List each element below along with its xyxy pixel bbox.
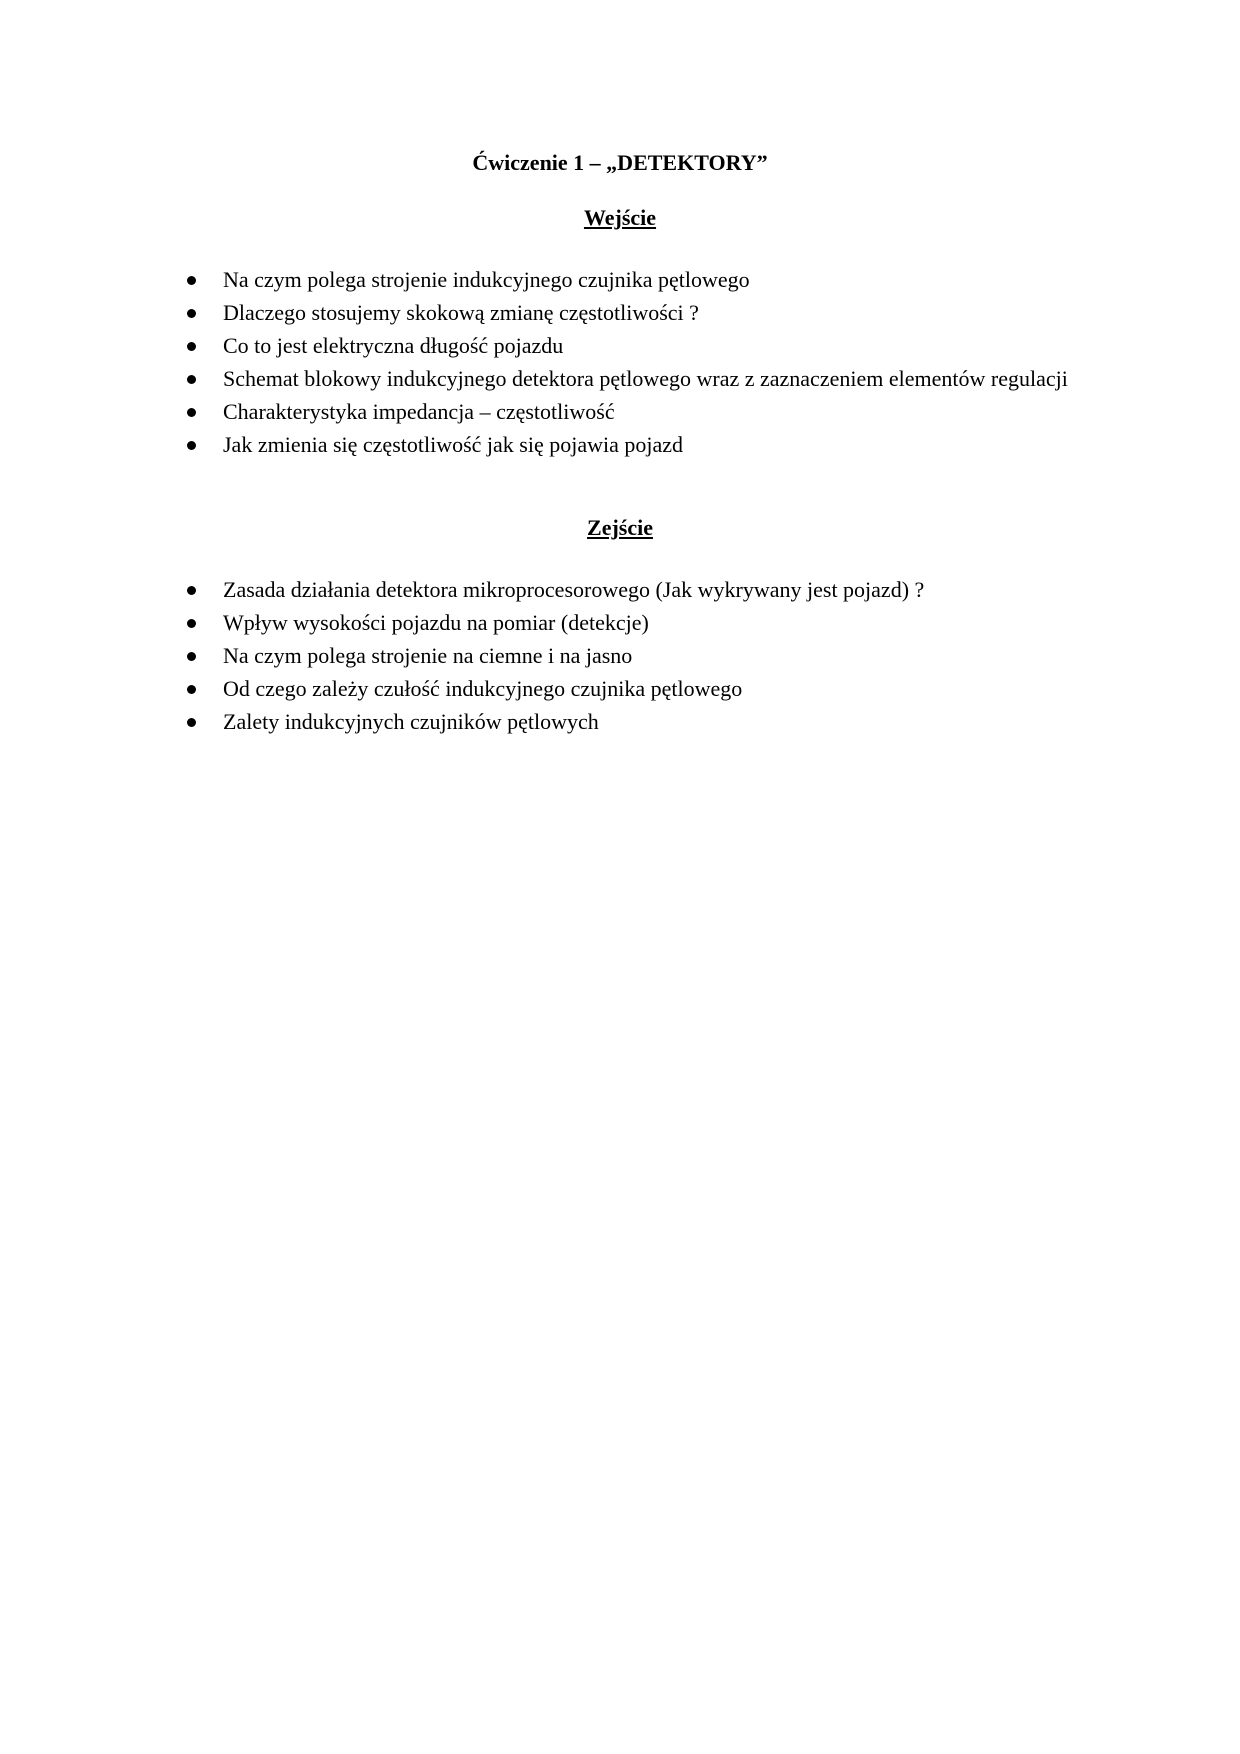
list-item (0, 608, 1240, 637)
list-item-text: Na czym polega strojenie indukcyjnego czujnika pętlowego (223, 267, 750, 292)
bullet-icon (187, 408, 196, 417)
list-item (0, 674, 1240, 703)
bullet-icon (187, 718, 196, 727)
list-item-text: Charakterystyka impedancja – częstotliwość (223, 399, 615, 424)
list-zejscie (0, 575, 1240, 740)
list-item-text: Na czym polega strojenie na ciemne i na jasno (223, 643, 633, 668)
list-item (0, 397, 1240, 426)
list-item (0, 707, 1240, 736)
section-heading-zejscie: Zejście (587, 515, 653, 540)
list-item-text: Wpływ wysokości pojazdu na pomiar (detekcje) (223, 610, 649, 635)
list-item (0, 298, 1240, 327)
bullet-icon (187, 276, 196, 285)
bullet-icon (187, 375, 196, 384)
bullet-icon (187, 586, 196, 595)
list-item (0, 364, 1240, 393)
list-item-text: Dlaczego stosujemy skokową zmianę częstotliwości ? (223, 300, 699, 325)
list-item (0, 265, 1240, 294)
page-title: Ćwiczenie 1 – „DETEKTORY” (472, 150, 768, 175)
list-wejscie (0, 265, 1240, 463)
list-item (0, 575, 1240, 604)
bullet-icon (187, 441, 196, 450)
bullet-icon (187, 652, 196, 661)
section-heading-wejscie: Wejście (583, 205, 657, 230)
list-item-text: Co to jest elektryczna długość pojazdu (223, 333, 564, 358)
list-item-text: Schemat blokowy indukcyjnego detektora pętlowego wraz z zaznaczeniem elementów regulacji (223, 366, 1068, 391)
list-item-text: Zalety indukcyjnych czujników pętlowych (223, 709, 599, 734)
list-item-text: Od czego zależy czułość indukcyjnego czujnika pętlowego (223, 676, 743, 701)
bullet-icon (187, 342, 196, 351)
bullet-icon (187, 309, 196, 318)
list-item-text: Zasada działania detektora mikroprocesorowego (Jak wykrywany jest pojazd) ? (223, 577, 925, 602)
bullet-icon (187, 685, 196, 694)
list-item-text: Jak zmienia się częstotliwość jak się pojawia pojazd (223, 432, 684, 457)
list-item (0, 641, 1240, 670)
list-item (0, 331, 1240, 360)
list-item (0, 430, 1240, 459)
bullet-icon (187, 619, 196, 628)
